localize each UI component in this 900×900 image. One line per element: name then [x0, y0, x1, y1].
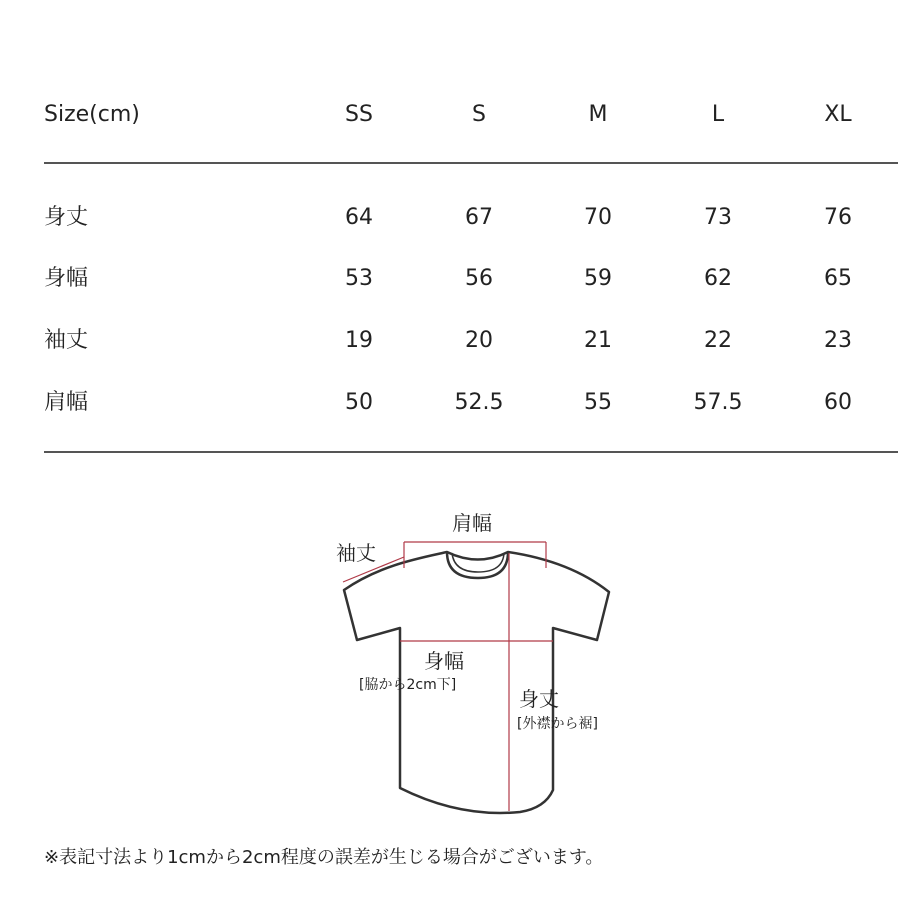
table-cell: 50: [345, 390, 373, 415]
row-label-sleeve-length: 袖丈: [44, 328, 89, 353]
table-cell: 55: [584, 390, 612, 415]
diagram-length-note: [外襟から裾]: [517, 716, 598, 732]
table-cell: 52.5: [454, 390, 504, 415]
table-cell: 56: [465, 266, 493, 291]
size-header-s: S: [472, 102, 486, 127]
table-cell: 62: [704, 266, 732, 291]
size-header-m: M: [588, 102, 608, 127]
diagram-shoulder-label: 肩幅: [452, 511, 492, 535]
diagram-sleeve-label: 袖丈: [336, 541, 376, 565]
table-cell: 60: [824, 390, 852, 415]
measurement-tolerance-note: ※表記寸法より1cmから2cm程度の誤差が生じる場合がございます。: [44, 847, 604, 868]
table-cell: 21: [584, 328, 612, 353]
row-label-body-length: 身丈: [44, 205, 89, 230]
table-cell: 53: [345, 266, 373, 291]
table-cell: 64: [345, 205, 373, 230]
table-cell: 19: [345, 328, 373, 353]
table-cell: 22: [704, 328, 732, 353]
table-cell: 65: [824, 266, 852, 291]
table-cell: 57.5: [693, 390, 743, 415]
row-label-body-width: 身幅: [44, 266, 89, 291]
diagram-chest-label: 身幅: [424, 649, 464, 673]
diagram-chest-note: [脇から2cm下]: [359, 677, 457, 693]
diagram-length-label: 身丈: [519, 687, 559, 711]
table-cell: 76: [824, 205, 852, 230]
table-cell: 23: [824, 328, 852, 353]
size-header-l: L: [711, 102, 725, 127]
table-cell: 59: [584, 266, 612, 291]
table-cell: 67: [465, 205, 493, 230]
row-label-shoulder-width: 肩幅: [44, 390, 89, 415]
size-header-ss: SS: [345, 102, 373, 127]
size-header-xl: XL: [824, 102, 852, 127]
table-cell: 70: [584, 205, 612, 230]
table-cell: 20: [465, 328, 493, 353]
table-cell: 73: [704, 205, 732, 230]
size-header-label: Size(cm): [44, 102, 140, 127]
